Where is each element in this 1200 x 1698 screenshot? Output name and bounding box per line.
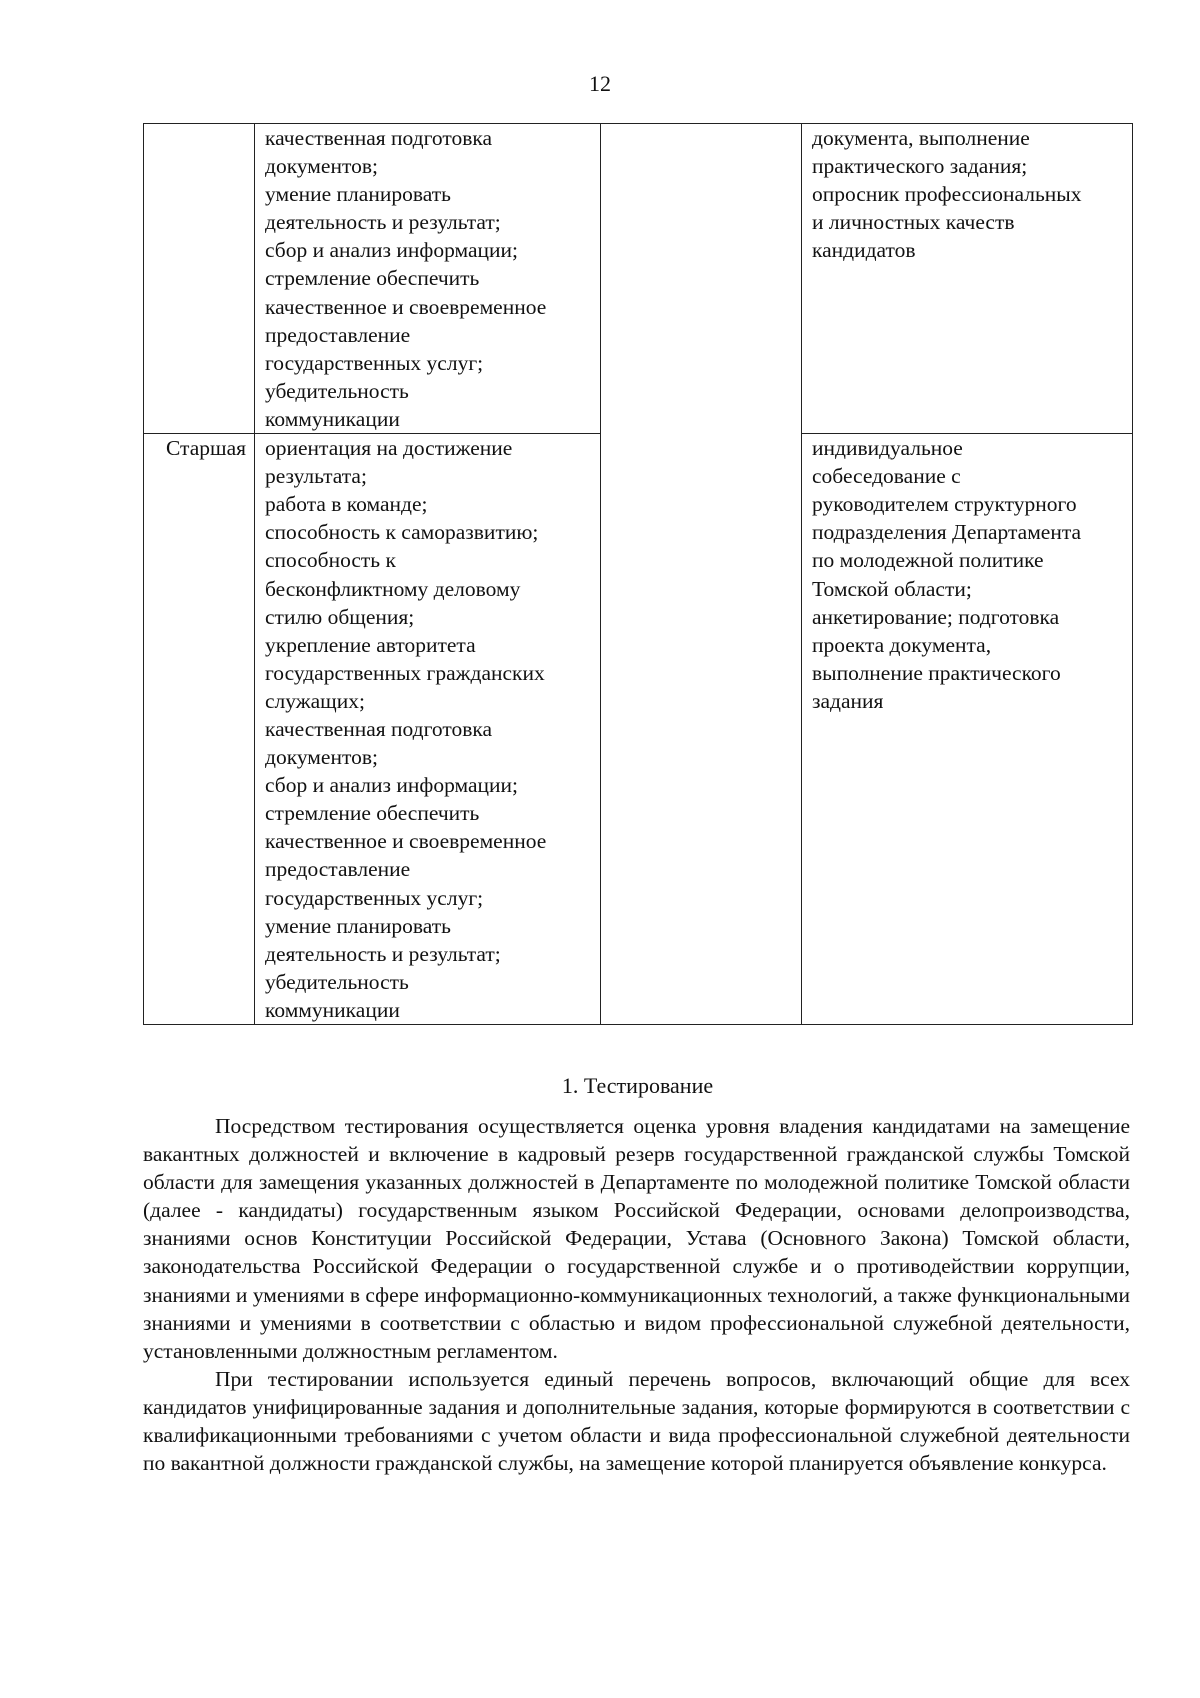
competency-line: умение планировать: [265, 913, 451, 938]
table-row: [144, 124, 1133, 434]
page-number: 12: [589, 71, 611, 96]
paragraph: При тестировании используется единый перечень вопросов, включающий общие для всех кандидатов унифицированные задания и дополнительные задания, которые формируются в соответствии с квалификационными требованиями с учетом области и вида профессиональной служебной деятельности по вакантной должности гражданской службы, на замещение которой планируется объявление конкурса.: [143, 1366, 1130, 1476]
competency-line: способность к саморазвитию;: [265, 520, 539, 545]
method-line: документа, выполнение: [812, 126, 1030, 150]
method-line: по молодежной политике: [812, 548, 1044, 573]
competency-line: укрепление авторитета: [265, 632, 476, 657]
section-heading: 1. Тестирование: [561, 1073, 714, 1098]
competency-line: сбор и анализ информации;: [265, 238, 518, 263]
method-line: собеседование с: [812, 464, 961, 489]
competency-line: предоставление: [265, 322, 411, 347]
method-line: подразделения Департамента: [812, 520, 1082, 545]
competency-line: качественное и своевременное: [265, 829, 547, 854]
method-line: анкетирование; подготовка: [812, 604, 1060, 629]
methods-cell: [802, 124, 1133, 434]
competency-line: ориентация на достижение: [265, 436, 513, 461]
method-line: и личностных качеств: [812, 210, 1015, 235]
competencies-cell: [255, 434, 601, 1025]
method-line: Томской области;: [812, 576, 972, 601]
competency-line: служащих;: [265, 688, 365, 713]
body-text: [143, 1112, 1130, 1477]
competency-line: работа в команде;: [265, 492, 428, 517]
competencies-cell: [255, 124, 601, 434]
empty-cell: [601, 124, 802, 1025]
competency-line: государственных услуг;: [265, 885, 484, 910]
competency-line: убедительность: [265, 378, 409, 403]
competency-line: сбор и анализ информации;: [265, 773, 518, 798]
method-line: кандидатов: [812, 238, 916, 263]
competency-line: коммуникации: [265, 997, 400, 1022]
competency-line: качественная подготовка: [265, 126, 493, 150]
competency-line: государственных гражданских: [265, 660, 545, 685]
competency-line: документов;: [265, 154, 378, 179]
competency-line: результата;: [265, 464, 367, 489]
paragraph: Посредством тестирования осуществляется оценка уровня владения кандидатами на замещение вакантных должностей и включение в кадровый резерв государственной гражданской службы Томской области для замещения указанных должностей в Департаменте по молодежной политике Томской области (далее - кандидаты) государственным языком Российской Федерации, основами делопроизводства, знаниями основ Конституции Российской Федерации, Устава (Основного Закона) Томской области, законодательства Российской Федерации о государственной службе и о противодействии коррупции, знаниями и умениями в сфере информационно-коммуникационных технологий, а также функциональными знаниями и умениями в соответствии с областью и видом профессиональной служебной деятельности, установленными должностным регламентом.: [143, 1114, 1130, 1363]
competency-line: стремление обеспечить: [265, 801, 480, 826]
competency-line: коммуникации: [265, 406, 400, 431]
method-line: задания: [812, 688, 884, 713]
method-line: руководителем структурного: [812, 492, 1077, 517]
group-cell: [144, 124, 255, 434]
competency-line: стремление обеспечить: [265, 266, 480, 291]
competency-line: качественная подготовка: [265, 716, 493, 741]
competency-line: качественное и своевременное: [265, 294, 547, 319]
method-line: индивидуальное: [812, 436, 963, 461]
competency-line: убедительность: [265, 969, 409, 994]
method-line: выполнение практического: [812, 660, 1061, 685]
competency-line: бесконфликтному деловому: [265, 576, 521, 601]
competency-line: способность к: [265, 548, 396, 573]
group-cell: Старшая: [144, 434, 255, 1025]
methods-cell: [802, 434, 1133, 1025]
competency-line: деятельность и результат;: [265, 941, 501, 966]
competency-line: государственных услуг;: [265, 350, 484, 375]
competency-line: умение планировать: [265, 182, 451, 207]
method-line: проекта документа,: [812, 632, 992, 657]
competency-line: предоставление: [265, 857, 411, 882]
method-line: опросник профессиональных: [812, 182, 1082, 207]
competency-line: деятельность и результат;: [265, 210, 501, 235]
competency-line: документов;: [265, 745, 378, 770]
competency-table: [143, 123, 1133, 1025]
competency-line: стилю общения;: [265, 604, 415, 629]
method-line: практического задания;: [812, 154, 1028, 179]
